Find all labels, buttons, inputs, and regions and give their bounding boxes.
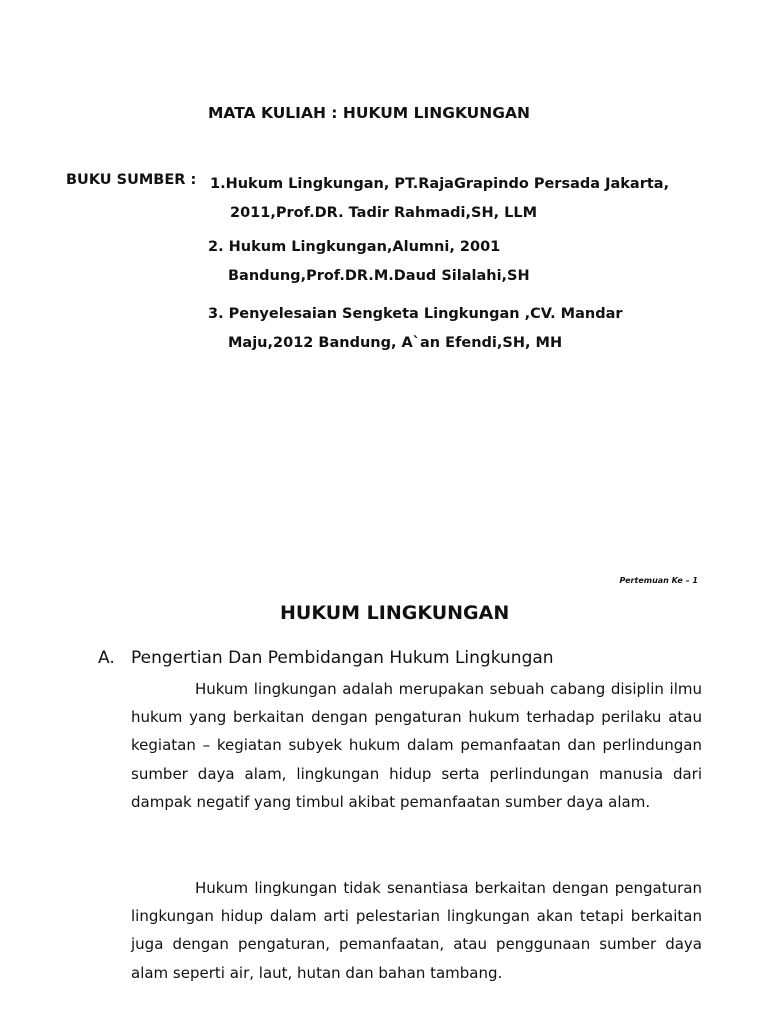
source-item-2-line2: Bandung,Prof.DR.M.Daud Silalahi,SH xyxy=(228,268,530,284)
source-item-3 xyxy=(208,300,623,358)
source-item-1 xyxy=(210,170,669,228)
source-item-3-line1: 3. Penyelesaian Sengketa Lingkungan ,CV. Mandar xyxy=(208,306,623,322)
source-item-2-line1: 2. Hukum Lingkungan,Alumni, 2001 xyxy=(208,239,501,255)
source-item-1-line2: 2011,Prof.DR. Tadir Rahmadi,SH, LLM xyxy=(230,205,538,221)
sources-label: BUKU SUMBER : xyxy=(66,172,197,188)
paragraph-2: Hukum lingkungan tidak senantiasa berkaitan dengan pengaturan lingkungan hidup dalam arti pelestarian lingkungan akan tetapi berkaitan juga dengan pengaturan, pemanfaatan, atau penggunaan sumber daya alam seperti air, laut, hutan dan bahan tambang. xyxy=(131,879,702,982)
section-title: Pengertian Dan Pembidangan Hukum Lingkungan xyxy=(131,648,554,668)
paragraph-1: Hukum lingkungan adalah merupakan sebuah cabang disiplin ilmu hukum yang berkaitan dengan pengaturan hukum terhadap perilaku atau kegiatan – kegiatan subyek hukum dalam pemanfaatan dan perlindungan sumber daya alam, lingkungan hidup serta perlindungan manusia dari dampak negatif yang timbul akibat pemanfaatan sumber daya alam. xyxy=(131,680,702,811)
meeting-label: Pertemuan Ke – 1 xyxy=(619,576,698,585)
section-heading xyxy=(98,648,554,668)
source-item-1-line1: 1.Hukum Lingkungan, PT.RajaGrapindo Persada Jakarta, xyxy=(210,176,670,192)
course-title: MATA KULIAH : HUKUM LINGKUNGAN xyxy=(208,104,530,122)
main-heading: HUKUM LINGKUNGAN xyxy=(280,602,510,624)
source-item-3-line2: Maju,2012 Bandung, A`an Efendi,SH, MH xyxy=(228,335,563,351)
source-item-2 xyxy=(208,233,530,291)
section-letter: A. xyxy=(98,648,115,668)
